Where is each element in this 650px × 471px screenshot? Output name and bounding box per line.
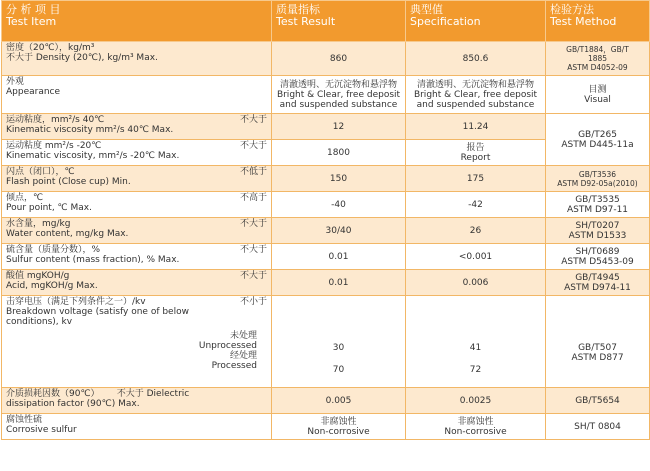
method-cell: SH/T0207 ASTM D1533 bbox=[546, 218, 650, 244]
spec-cell: 0.0025 bbox=[406, 388, 546, 414]
item-cell: 硫含量（质量分数），% 不大于 Sulfur content (mass fraction), % Max. bbox=[2, 244, 272, 270]
result-cell: 非腐蚀性 Non-corrosive bbox=[272, 414, 406, 440]
spec-cell: 11.24 bbox=[406, 114, 546, 140]
table-row-density bbox=[2, 42, 650, 76]
spec-cell: 0.006 bbox=[406, 270, 546, 296]
result-cell: 12 bbox=[272, 114, 406, 140]
item-cell: 运动粘度，mm²/s 40℃ 不大于 Kinematic viscosity mm²/s 40℃ Max. bbox=[2, 114, 272, 140]
spec-cell: 非腐蚀性 Non-corrosive bbox=[406, 414, 546, 440]
item-cell: 击穿电压（满足下列条件之一）/kv 不小于 Breakdown voltage (satisfy one of below conditions), kv 未处理 Unprocessed 经处理 Processed bbox=[2, 296, 272, 388]
spec-cell: 175 bbox=[406, 166, 546, 192]
method-cell: GB/T5654 bbox=[546, 388, 650, 414]
table-header-row bbox=[2, 1, 650, 42]
method-cell: 目测 Visual bbox=[546, 76, 650, 114]
result-cell: 30 70 bbox=[272, 296, 406, 388]
table-row-corrosive-sulfur bbox=[2, 414, 650, 440]
result-cell: 0.01 bbox=[272, 244, 406, 270]
result-cell: 150 bbox=[272, 166, 406, 192]
spec-cell: 清澈透明、无沉淀物和悬浮物 Bright & Clear, free deposit and suspended substance bbox=[406, 76, 546, 114]
result-cell: 1800 bbox=[272, 140, 406, 166]
method-cell: SH/T0689 ASTM D5453-09 bbox=[546, 244, 650, 270]
method-cell: GB/T507 ASTM D877 bbox=[546, 296, 650, 388]
result-cell: 860 bbox=[272, 42, 406, 76]
method-cell: GB/T3536 ASTM D92-05a(2010) bbox=[546, 166, 650, 192]
spec-cell: <0.001 bbox=[406, 244, 546, 270]
method-cell: GB/T1884，GB/T 1885 ASTM D4052-09 bbox=[546, 42, 650, 76]
result-cell: 清澈透明、无沉淀物和悬浮物 Bright & Clear, free deposit and suspended substance bbox=[272, 76, 406, 114]
method-cell: GB/T265 ASTM D445-11a bbox=[546, 114, 650, 166]
item-cell: 外观 Appearance bbox=[2, 76, 272, 114]
spec-cell: -42 bbox=[406, 192, 546, 218]
item-cell: 腐蚀性硫 Corrosive sulfur bbox=[2, 414, 272, 440]
table-row-dielectric bbox=[2, 388, 650, 414]
result-cell: 0.01 bbox=[272, 270, 406, 296]
header-specification: 典型值 Specification bbox=[406, 1, 546, 42]
header-test-item: 分 析 项 目 Test Item bbox=[2, 1, 272, 42]
spec-cell: 报告 Report bbox=[406, 140, 546, 166]
table-row-flash-point bbox=[2, 166, 650, 192]
table-row-viscosity-40 bbox=[2, 114, 650, 140]
table-row-sulfur-content bbox=[2, 244, 650, 270]
item-cell: 水含量，mg/kg 不大于 Water content, mg/kg Max. bbox=[2, 218, 272, 244]
result-cell: 30/40 bbox=[272, 218, 406, 244]
item-cell: 倾点，℃ 不高于 Pour point, ℃ Max. bbox=[2, 192, 272, 218]
item-cell: 密度（20℃），kg/m³ 不大于 Density (20℃), kg/m³ Max. bbox=[2, 42, 272, 76]
item-cell: 酸值 mgKOH/g 不大于 Acid, mgKOH/g Max. bbox=[2, 270, 272, 296]
header-test-result: 质量指标 Test Result bbox=[272, 1, 406, 42]
table-row-appearance bbox=[2, 76, 650, 114]
table-row-acid bbox=[2, 270, 650, 296]
item-cell: 闪点（闭口），℃ 不低于 Flash point (Close cup) Min. bbox=[2, 166, 272, 192]
test-results-table bbox=[1, 0, 650, 440]
spec-cell: 26 bbox=[406, 218, 546, 244]
table-row-pour-point bbox=[2, 192, 650, 218]
item-cell: 介质损耗因数（90℃） 不大于 Dielectric dissipation factor (90℃) Max. bbox=[2, 388, 272, 414]
spec-cell: 850.6 bbox=[406, 42, 546, 76]
method-cell: GB/T3535 ASTM D97-11 bbox=[546, 192, 650, 218]
spec-cell: 41 72 bbox=[406, 296, 546, 388]
result-cell: 0.005 bbox=[272, 388, 406, 414]
item-cell: 运动粘度 mm²/s -20℃ 不大于 Kinematic viscosity, mm²/s -20℃ Max. bbox=[2, 140, 272, 166]
method-cell: SH/T 0804 bbox=[546, 414, 650, 440]
table-row-breakdown-voltage bbox=[2, 296, 650, 388]
result-cell: -40 bbox=[272, 192, 406, 218]
method-cell: GB/T4945 ASTM D974-11 bbox=[546, 270, 650, 296]
header-test-method: 检验方法 Test Method bbox=[546, 1, 650, 42]
table-row-water-content bbox=[2, 218, 650, 244]
